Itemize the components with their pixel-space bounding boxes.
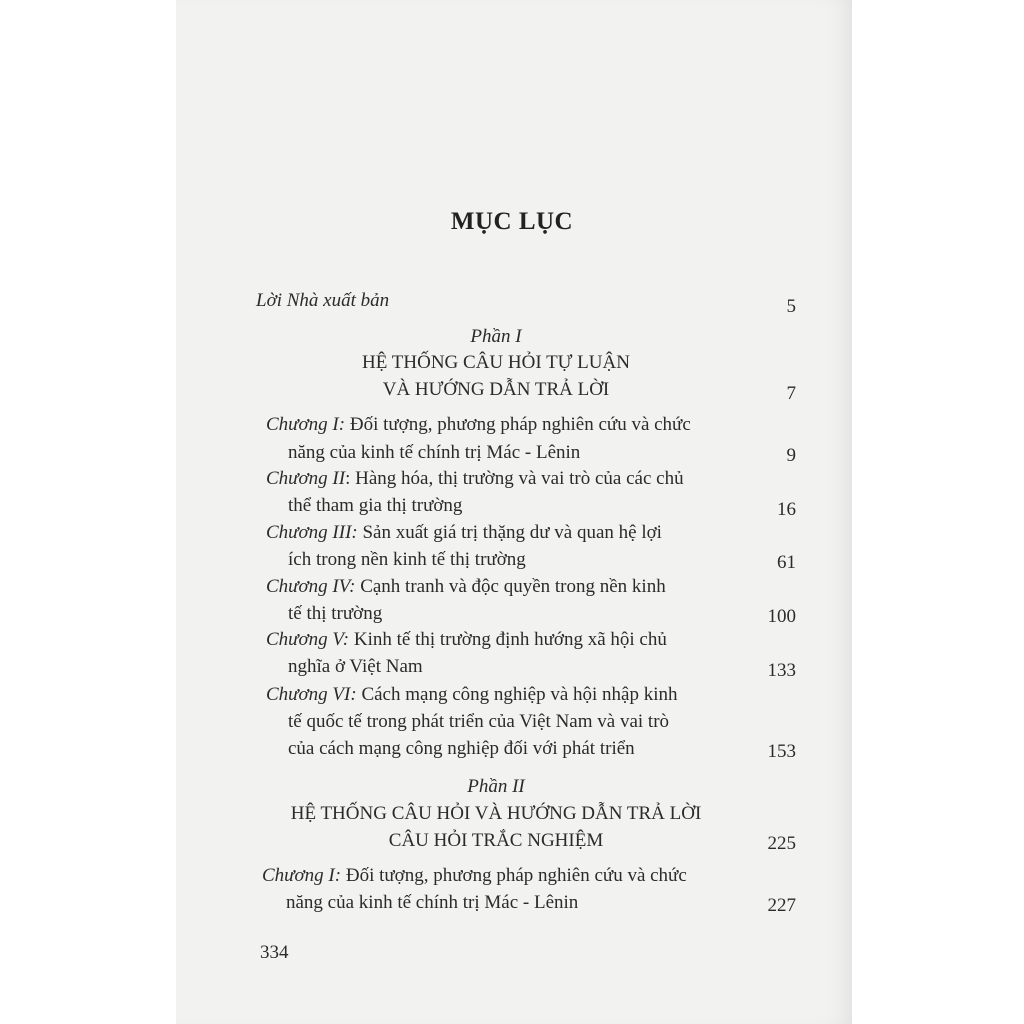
part1-label: Phần I xyxy=(470,326,522,347)
toc-page-part1: 7 xyxy=(786,383,796,404)
toc-entry-foreword: Lời Nhà xuất bản xyxy=(256,290,390,311)
toc-entry-p1c6-line2: tế quốc tế trong phát triển của Việt Nam và vai trò xyxy=(288,711,670,732)
toc-entry-p1c1-line2: năng của kinh tế chính trị Mác - Lênin xyxy=(288,442,581,463)
toc-page-part2: 225 xyxy=(767,833,796,854)
toc-entry-p1c1-line1: Chương I: Đối tượng, phương pháp nghiên cứu và chức xyxy=(266,414,691,435)
toc-page-p1c5: 133 xyxy=(767,660,796,681)
page-title: MỤC LỤC xyxy=(450,208,574,235)
toc-entry-p1c2-line2: thể tham gia thị trường xyxy=(288,495,463,516)
page-number: 334 xyxy=(260,942,289,963)
toc-page-p2c1: 227 xyxy=(767,895,796,916)
toc-entry-p1c5-line1: Chương V: Kinh tế thị trường định hướng xã hội chủ xyxy=(266,629,667,650)
toc-page-p1c4: 100 xyxy=(767,606,796,627)
part2-title-line2: CÂU HỎI TRẮC NGHIỆM xyxy=(388,830,604,851)
part1-title-line2: VÀ HƯỚNG DẪN TRẢ LỜI xyxy=(382,379,610,400)
toc-page-p1c3: 61 xyxy=(777,552,796,573)
toc-page-p1c6: 153 xyxy=(767,741,796,762)
toc-entry-p2c1-line1: Chương I: Đối tượng, phương pháp nghiên cứu và chức xyxy=(262,865,687,886)
toc-entry-p1c2-line1: Chương II: Hàng hóa, thị trường và vai trò của các chủ xyxy=(266,468,684,489)
toc-entry-p1c4-line2: tế thị trường xyxy=(288,603,383,624)
toc-entry-p1c5-line2: nghĩa ở Việt Nam xyxy=(288,656,423,677)
toc-page-p1c2: 16 xyxy=(777,499,796,520)
toc-entry-p1c6-line1: Chương VI: Cách mạng công nghiệp và hội nhập kinh xyxy=(266,684,678,705)
toc-page-p1c1: 9 xyxy=(786,445,796,466)
toc-entry-p1c4-line1: Chương IV: Cạnh tranh và độc quyền trong nền kinh xyxy=(266,576,666,597)
part2-label: Phần II xyxy=(467,776,525,797)
part1-title-line1: HỆ THỐNG CÂU HỎI TỰ LUẬN xyxy=(362,352,630,373)
part2-title-line1: HỆ THỐNG CÂU HỎI VÀ HƯỚNG DẪN TRẢ LỜI xyxy=(290,803,702,824)
toc-page-foreword: 5 xyxy=(786,296,796,317)
toc-entry-p1c6-line3: của cách mạng công nghiệp đối với phát triển xyxy=(288,738,635,759)
toc-entry-p2c1-line2: năng của kinh tế chính trị Mác - Lênin xyxy=(286,892,579,913)
toc-entry-p1c3-line2: ích trong nền kinh tế thị trường xyxy=(288,549,526,570)
toc-entry-p1c3-line1: Chương III: Sản xuất giá trị thặng dư và quan hệ lợi xyxy=(266,522,662,543)
